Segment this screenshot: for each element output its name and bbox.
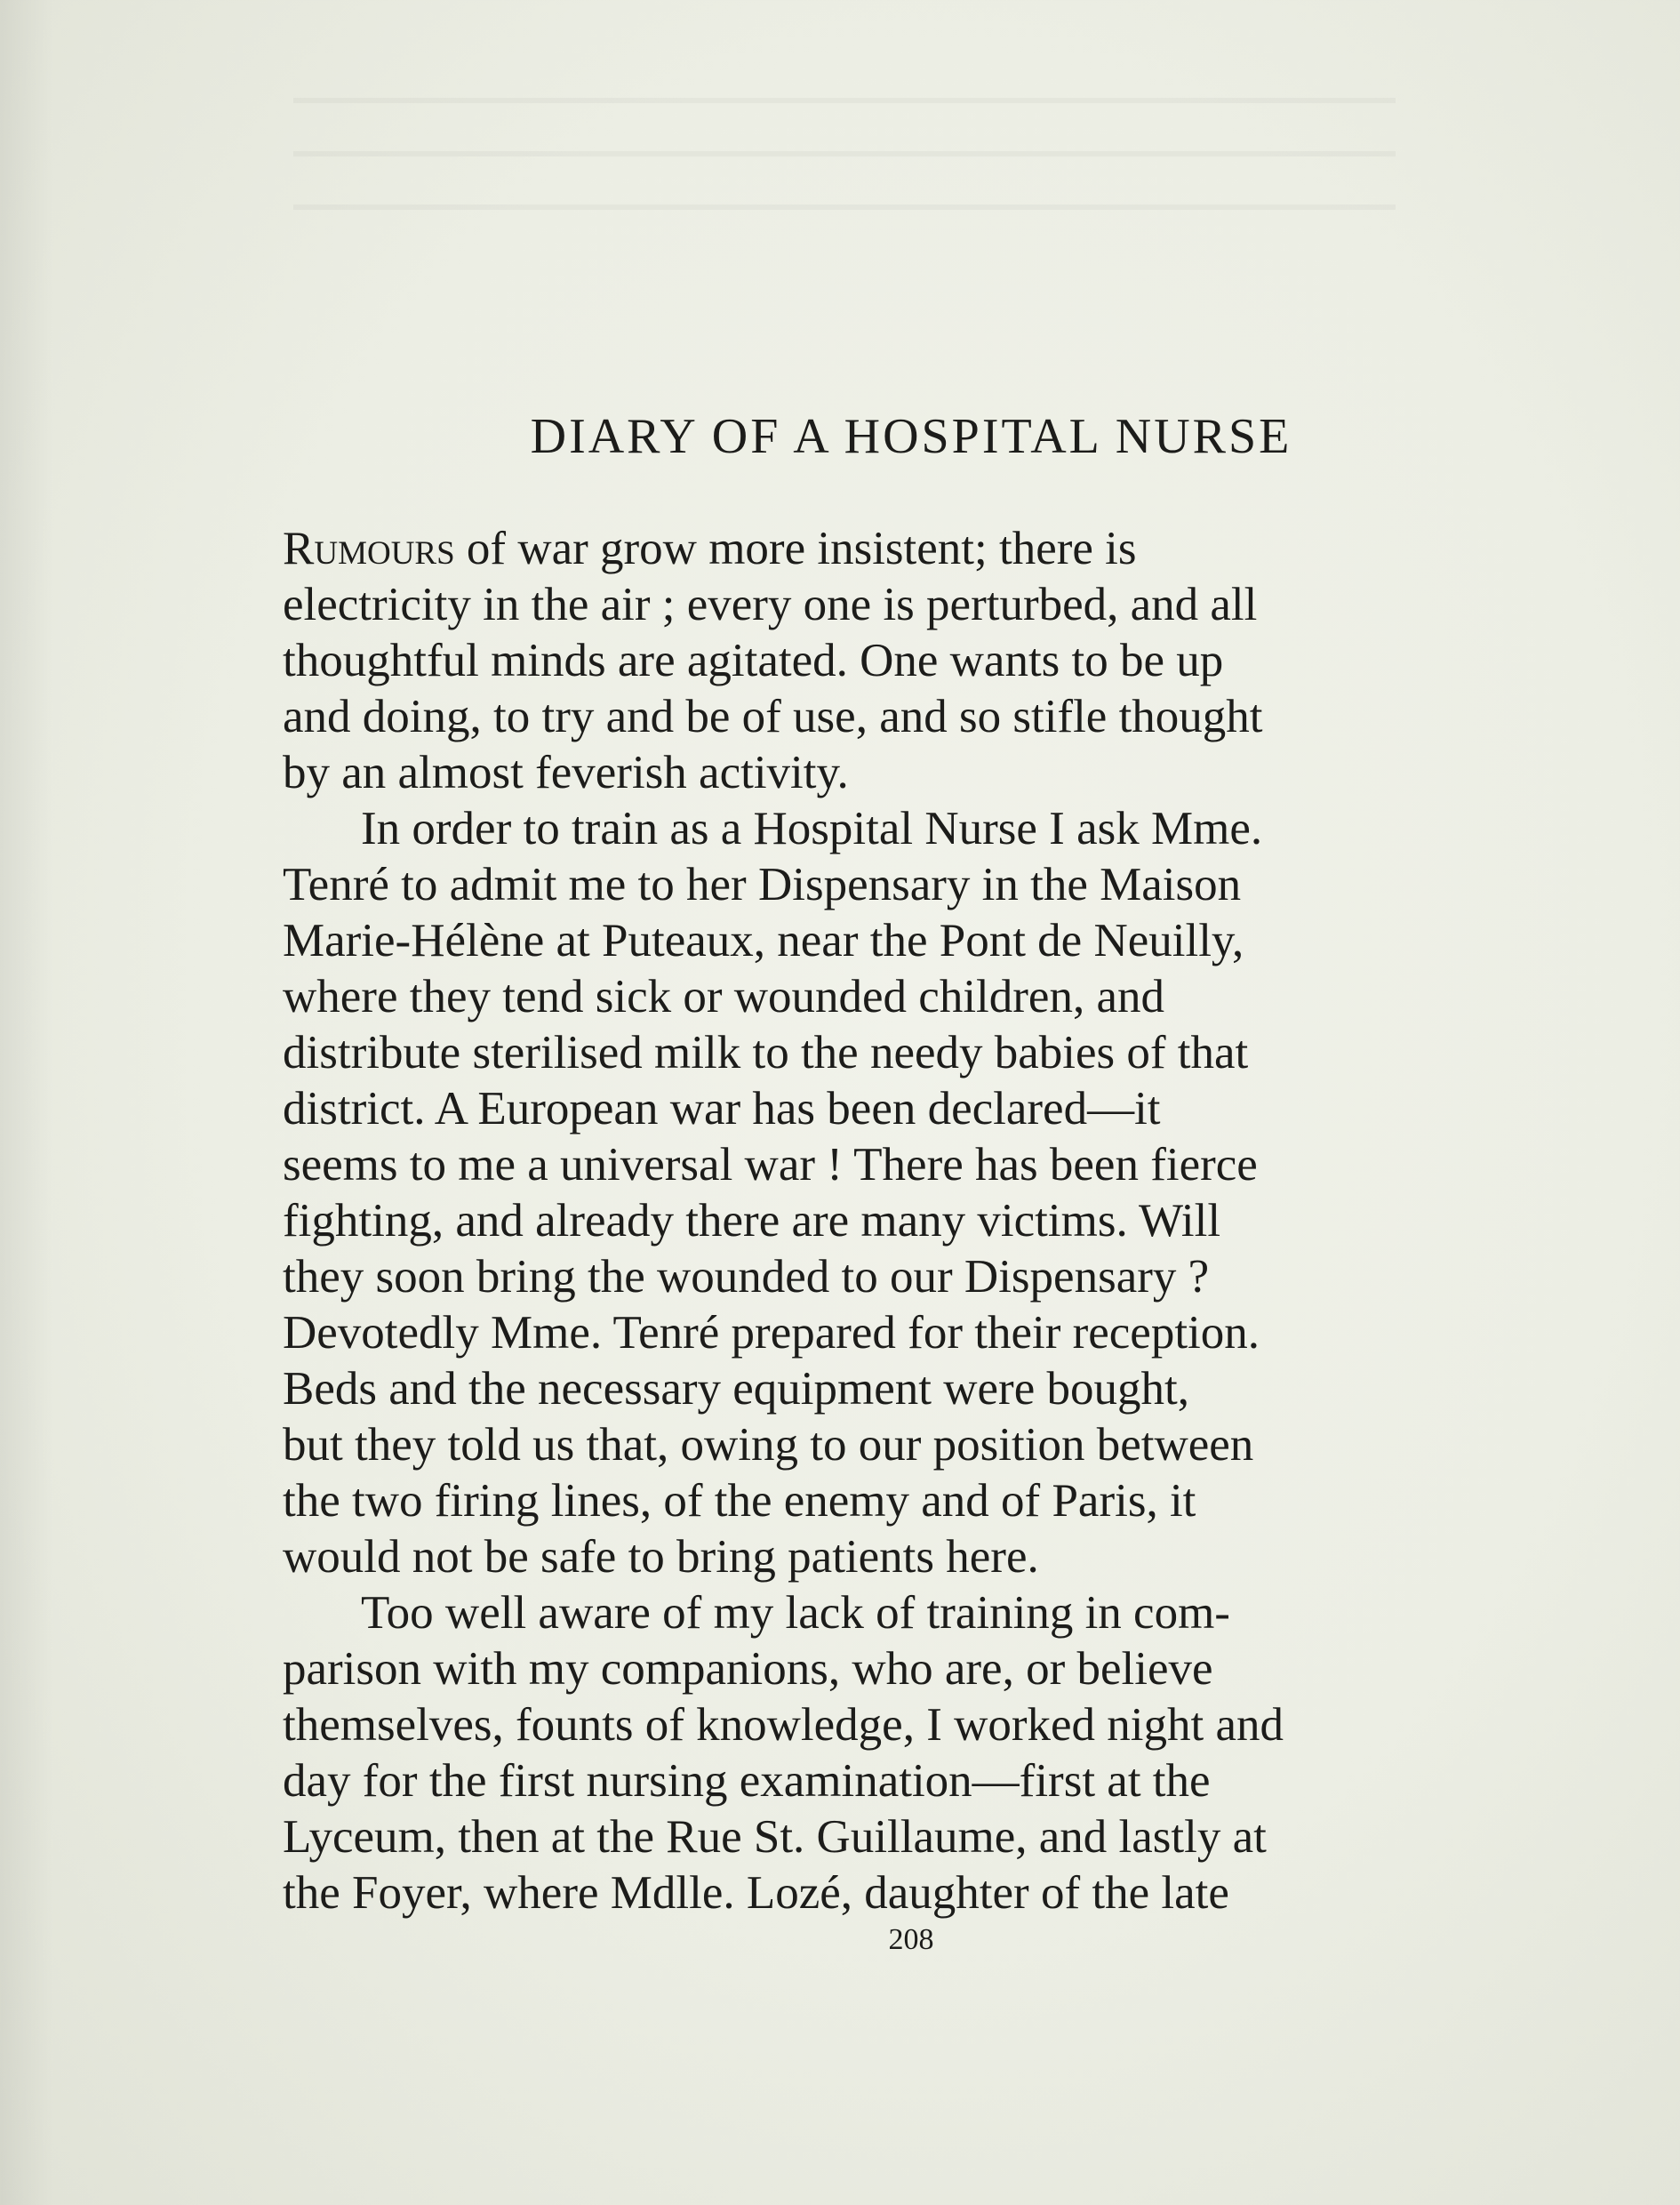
text-line: they soon bring the wounded to our Dispensary ? bbox=[283, 1251, 1210, 1303]
text-line: Beds and the necessary equipment were bought, bbox=[283, 1363, 1189, 1415]
text-line: Too well aware of my lack of training in com- bbox=[361, 1587, 1230, 1639]
text-line: Rumours of war grow more insistent; there is bbox=[283, 523, 1137, 574]
text-line: Tenré to admit me to her Dispensary in the Maison bbox=[283, 859, 1242, 910]
text-line: themselves, founts of knowledge, I worked night and bbox=[283, 1699, 1284, 1751]
text-line: electricity in the air ; every one is perturbed, and all bbox=[283, 579, 1258, 630]
page-gutter-shadow bbox=[0, 0, 53, 2205]
text-line: where they tend sick or wounded children, and bbox=[283, 971, 1164, 1022]
page-number: 208 bbox=[888, 1923, 934, 1956]
text-line: by an almost feverish activity. bbox=[283, 747, 849, 798]
show-through-bleed bbox=[293, 98, 1396, 249]
text-line: thoughtful minds are agitated. One wants to be up bbox=[283, 635, 1224, 686]
text-line: Marie-Hélène at Puteaux, near the Pont de Neuilly, bbox=[283, 915, 1244, 966]
text-line: Lyceum, then at the Rue St. Guillaume, and lastly at bbox=[283, 1811, 1267, 1863]
text-line: In order to train as a Hospital Nurse I ask Mme. bbox=[361, 803, 1263, 854]
text-line: the two firing lines, of the enemy and of Paris, it bbox=[283, 1475, 1196, 1527]
text-line: district. A European war has been declared—it bbox=[283, 1083, 1161, 1135]
text-line: Devotedly Mme. Tenré prepared for their reception. bbox=[283, 1307, 1260, 1359]
text-line: but they told us that, owing to our position between bbox=[283, 1419, 1254, 1471]
body-text bbox=[283, 521, 1556, 1921]
text-line: and doing, to try and be of use, and so stifle thought bbox=[283, 691, 1263, 742]
text-line: day for the first nursing examination—first at the bbox=[283, 1755, 1211, 1807]
text-line: would not be safe to bring patients here. bbox=[283, 1531, 1039, 1583]
text-line: distribute sterilised milk to the needy babies of that bbox=[283, 1027, 1249, 1078]
text-line: parison with my companions, who are, or believe bbox=[283, 1643, 1213, 1695]
running-head: DIARY OF A HOSPITAL NURSE bbox=[530, 409, 1292, 464]
opening-word: Rumours bbox=[283, 523, 455, 574]
text-line: fighting, and already there are many victims. Will bbox=[283, 1195, 1221, 1247]
text-line: the Foyer, where Mdlle. Lozé, daughter of the late bbox=[283, 1867, 1229, 1919]
text-line: seems to me a universal war ! There has been fierce bbox=[283, 1139, 1258, 1191]
